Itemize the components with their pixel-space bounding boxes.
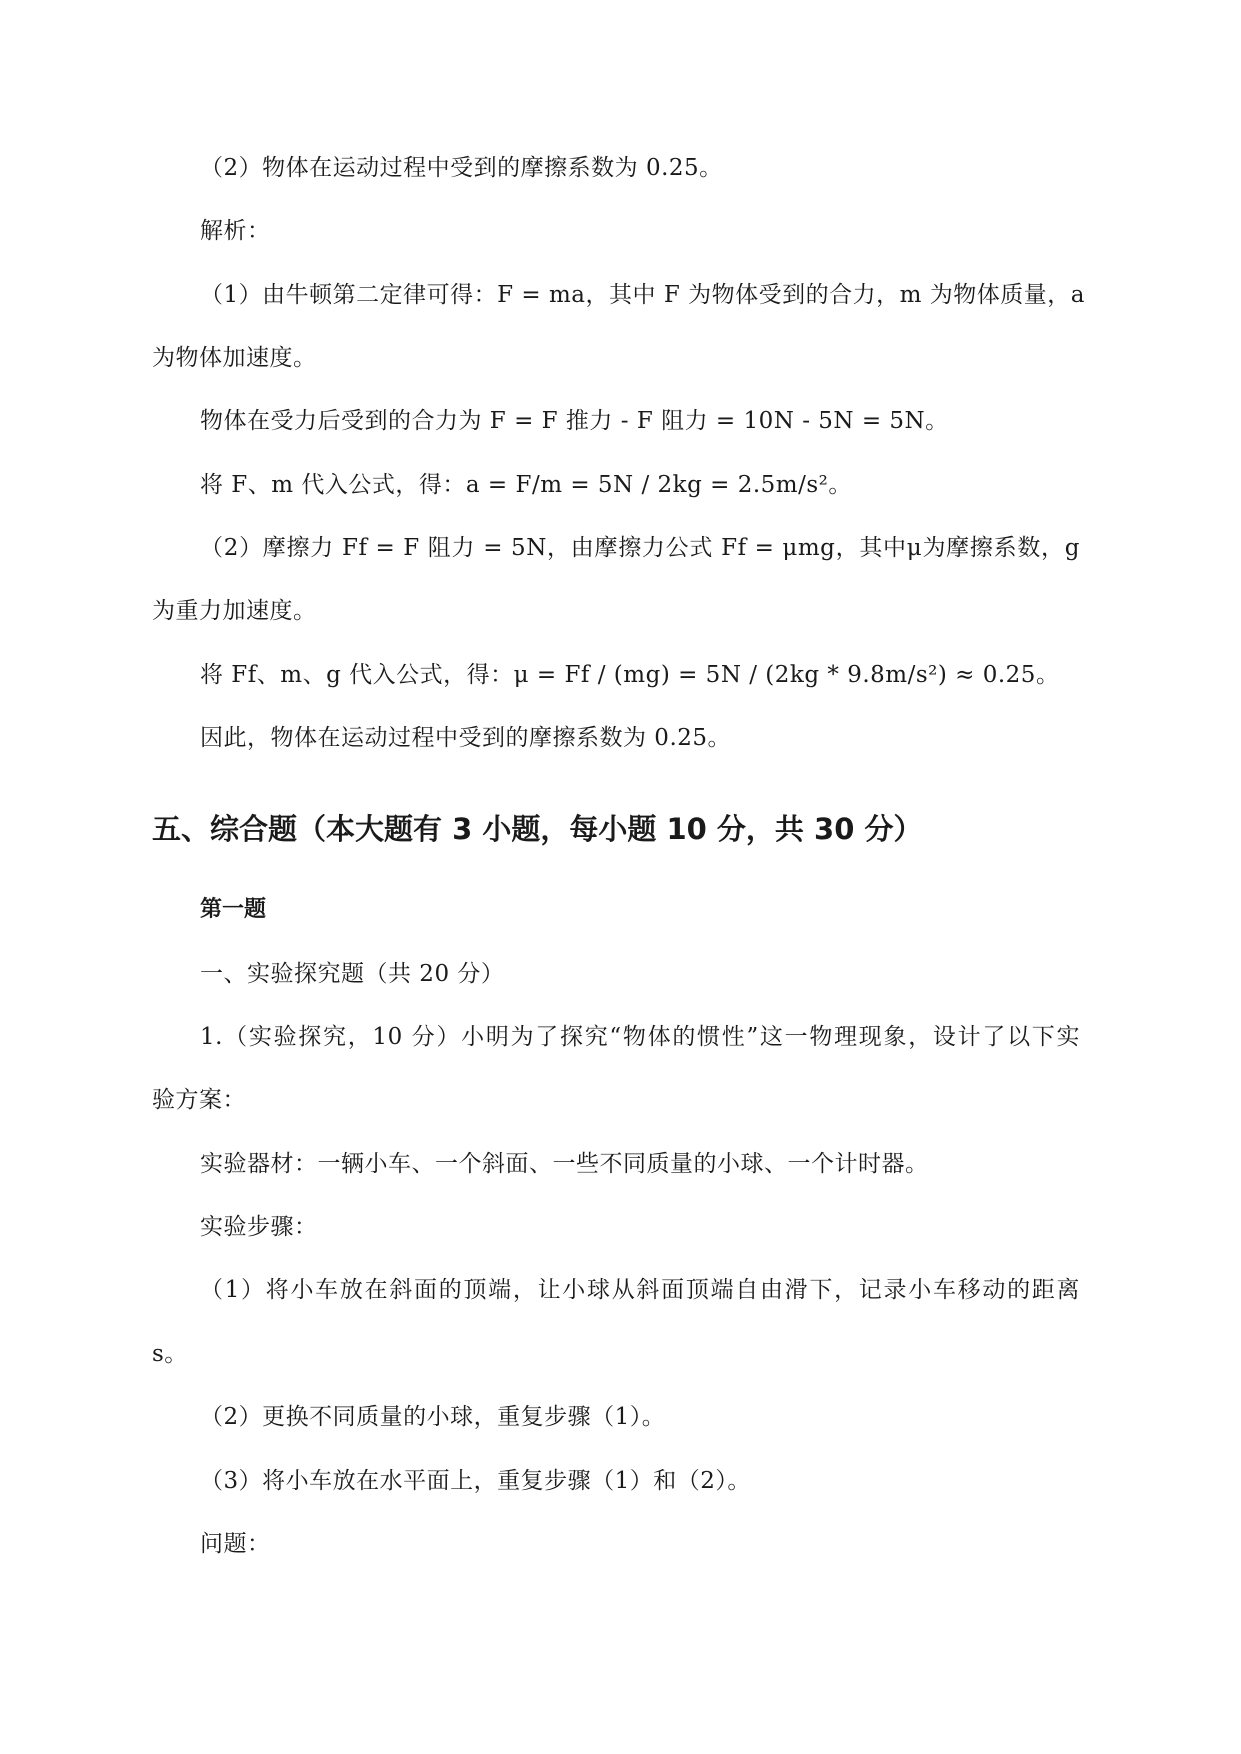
section-heading: 五、综合题（本大题有 3 小题，每小题 10 分，共 30 分）	[152, 812, 923, 846]
step-1-line: （1）将小车放在斜面的顶端，让小球从斜面顶端自由滑下，记录小车移动的距离	[200, 1277, 1080, 1303]
analysis-line-1: （1）由牛顿第二定律可得：F = ma，其中 F 为物体受到的合力，m 为物体质量，a	[200, 282, 1085, 308]
analysis-line-1-cont: 为物体加速度。	[152, 345, 317, 371]
steps-label: 实验步骤：	[200, 1214, 318, 1240]
question-1-line-cont: 验方案：	[152, 1087, 246, 1113]
acceleration-line: 将 F、m 代入公式，得：a = F/m = 5N / 2kg = 2.5m/s²。	[200, 472, 852, 498]
step-1-line-cont: s。	[152, 1341, 188, 1367]
question-label: 问题：	[200, 1531, 271, 1557]
question-heading: 第一题	[200, 897, 267, 922]
mu-calculation-line: 将 Ff、m、g 代入公式，得：μ = Ff / (mg) = 5N / (2kg * 9.8m/s²) ≈ 0.25。	[200, 662, 1060, 688]
equipment-line: 实验器材：一辆小车、一个斜面、一些不同质量的小球、一个计时器。	[200, 1151, 929, 1177]
step-3-line: （3）将小车放在水平面上，重复步骤（1）和（2）。	[200, 1468, 751, 1494]
answer-line-2: （2）物体在运动过程中受到的摩擦系数为 0.25。	[200, 155, 723, 181]
step-2-line: （2）更换不同质量的小球，重复步骤（1）。	[200, 1404, 666, 1430]
friction-line: （2）摩擦力 Ff = F 阻力 = 5N，由摩擦力公式 Ff = μmg，其中μ为摩擦系数，g	[200, 535, 1080, 561]
question-1-line: 1.（实验探究，10 分）小明为了探究“物体的惯性”这一物理现象，设计了以下实	[200, 1024, 1080, 1050]
experiment-title: 一、实验探究题（共 20 分）	[200, 961, 505, 987]
net-force-line: 物体在受力后受到的合力为 F = F 推力 - F 阻力 = 10N - 5N = 5N。	[200, 408, 949, 434]
analysis-label: 解析：	[200, 218, 271, 244]
conclusion-line: 因此，物体在运动过程中受到的摩擦系数为 0.25。	[200, 725, 732, 751]
friction-line-cont: 为重力加速度。	[152, 598, 317, 624]
